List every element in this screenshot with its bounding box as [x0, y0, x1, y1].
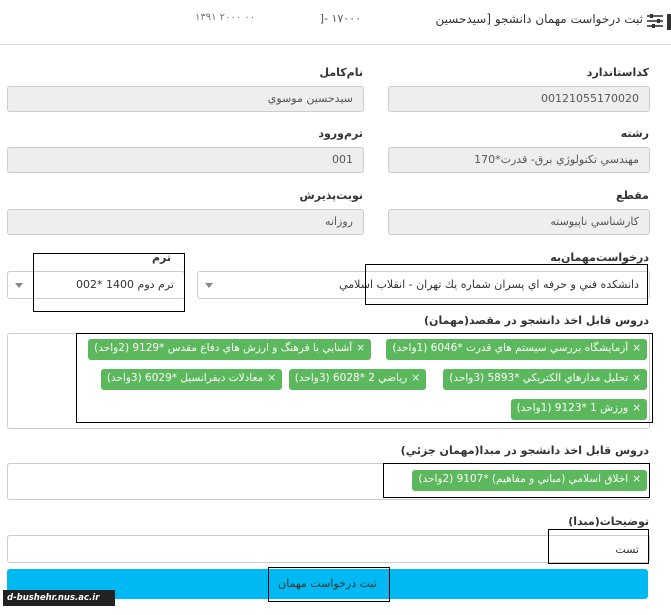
course-tag[interactable]: ×آزمايشگاه بررسي سيستم هاي قدرت *6046 (1واحد)	[386, 339, 647, 360]
page-title: ثبت درخواست مهمان دانشجو [سيدحسين	[435, 12, 643, 26]
course-tag[interactable]: ×رياضي 2 *6028 (3واحد)	[289, 369, 426, 390]
remove-icon[interactable]: ×	[632, 342, 641, 354]
highlight-dest-courses	[76, 333, 653, 423]
entry-term-field[interactable]: 001	[7, 147, 364, 173]
major-label: رشته	[620, 127, 649, 140]
page-header	[0, 0, 671, 45]
chevron-down-icon	[205, 283, 213, 288]
course-tag[interactable]: ×آشنايي با فرهنگ و ارزش هاي دفاع مقدس *9129 (2واحد)	[88, 339, 371, 360]
submit-button[interactable]: ثبت درخواست مهمان	[7, 569, 648, 599]
highlight-notes	[548, 529, 649, 564]
remove-icon[interactable]: ×	[632, 402, 641, 414]
code-label: كداستاندارد	[586, 66, 649, 79]
chevron-down-icon	[15, 283, 23, 288]
dest-courses-label: دروس قابل اخذ دانشجو در مقصد(مهمان)	[424, 314, 649, 327]
remove-icon[interactable]: ×	[632, 372, 641, 384]
notes-field[interactable]: تست	[7, 535, 650, 563]
fullname-label: نام‌کامل	[319, 66, 363, 79]
highlight-submit	[268, 567, 390, 602]
level-label: مقطع	[616, 189, 649, 202]
entry-term-label: ترم‌ورود	[318, 127, 363, 140]
shift-label: نوبت‌پذيرش	[299, 189, 363, 202]
term-label: ترم	[151, 251, 171, 264]
request-select-value: دانشكده فني و حرفه اي پسران شماره يك تهران - انقلاب اسلامي	[339, 278, 639, 291]
highlight-term	[33, 253, 185, 312]
collapse-icon[interactable]	[667, 14, 671, 30]
highlight-request	[365, 264, 648, 305]
remove-icon[interactable]: ×	[411, 372, 420, 384]
fullname-field[interactable]: سيدحسين موسوي	[7, 86, 364, 112]
site-watermark: d-bushehr.nus.ac.ir	[3, 590, 115, 606]
notes-label: توضيحات(مبدا)	[568, 515, 649, 528]
shift-field[interactable]: روزانه	[7, 209, 364, 235]
course-tag[interactable]: ×تحليل مدارهاي الكتريكي *5893 (3واحد)	[443, 369, 647, 390]
remove-icon[interactable]: ×	[267, 372, 276, 384]
origin-courses-label: دروس قابل اخذ دانشجو در مبدا(مهمان جزئي)	[400, 444, 649, 457]
course-tag[interactable]: ×ورزش 1 *9123 (1واحد)	[511, 399, 647, 420]
request-label: درخواست‌مهمان‌به	[550, 251, 649, 264]
course-tag[interactable]: ×اخلاق اسلامي (مباني و مفاهيم) *9107 (2واحد)	[412, 470, 647, 491]
header-meta-left: ۱۳۹۱ ۲۰۰۰ ۰۰	[195, 12, 256, 23]
header-meta-right: ]- ۱۷۰۰۰	[319, 12, 361, 25]
term-select-value: ترم دوم 1400 *002	[76, 278, 174, 291]
highlight-origin-courses	[383, 463, 650, 498]
remove-icon[interactable]: ×	[632, 473, 641, 485]
level-field[interactable]: كارشناسي ناپيوسته	[388, 209, 650, 235]
course-tag[interactable]: ×معادلات ديفرانسيل *6029 (3واحد)	[101, 369, 282, 390]
code-field[interactable]: 00121055170020	[388, 86, 650, 112]
major-field[interactable]: مهندسي تكنولوژي برق- قدرت*170	[388, 147, 650, 173]
sliders-icon[interactable]	[645, 12, 665, 30]
remove-icon[interactable]: ×	[356, 342, 365, 354]
